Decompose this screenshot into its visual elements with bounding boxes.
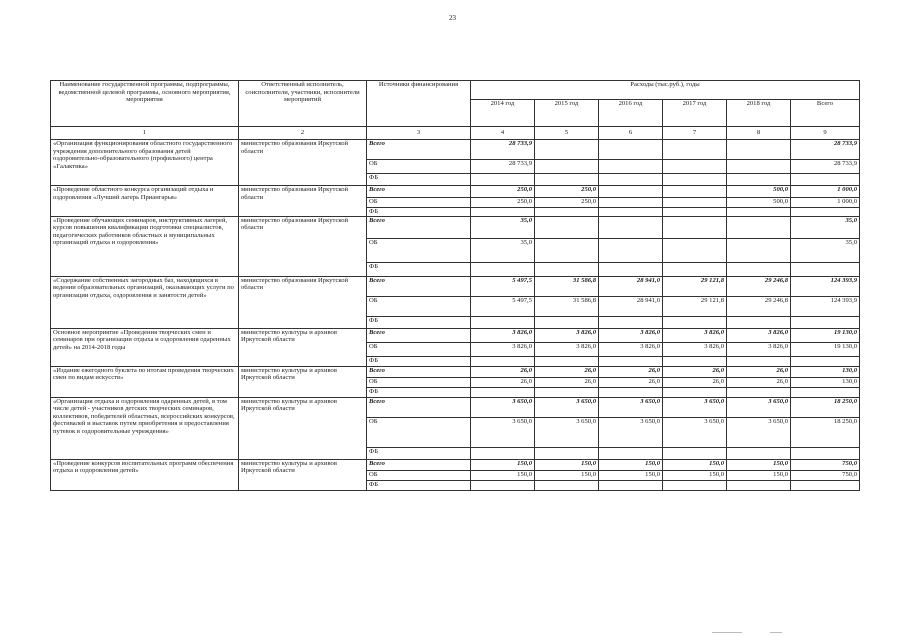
value-total: 31 586,8 (535, 276, 599, 296)
value-ob: 3 650,0 (471, 417, 535, 447)
value-fb (791, 387, 860, 397)
value-fb (471, 387, 535, 397)
value-ob: 28 733,9 (791, 160, 860, 174)
responsible-executor: министерство культуры и архивов Иркутской области (239, 459, 367, 490)
value-total: 3 826,0 (535, 328, 599, 342)
value-ob: 150,0 (471, 470, 535, 480)
value-fb (535, 174, 599, 186)
activity-name: «Организация функционирования областного государственного учреждения дополнительного образования детей оздоровительно-образовательного (профильного) центра «Галактика» (51, 140, 239, 186)
activity-name: Основное мероприятие «Проведения творческих смен и семинаров при организации отдыха и оздоровления одаренных детей» на 2014-2018 годы (51, 328, 239, 366)
value-fb (791, 480, 860, 490)
page-number: 23 (449, 14, 456, 22)
header-year: 2017 год (663, 100, 727, 127)
value-total: 3 650,0 (663, 397, 727, 417)
column-number: 5 (535, 127, 599, 140)
source-total-label: Всего (367, 328, 471, 342)
responsible-executor: министерство культуры и архивов Иркутской области (239, 366, 367, 397)
source-total-label: Всего (367, 216, 471, 238)
value-ob: 26,0 (535, 377, 599, 387)
value-total: 3 650,0 (471, 397, 535, 417)
value-ob: 26,0 (471, 377, 535, 387)
value-total (663, 186, 727, 198)
column-number: 2 (239, 127, 367, 140)
value-fb (535, 208, 599, 217)
responsible-executor: министерство образования Иркутской области (239, 186, 367, 217)
value-total: 26,0 (727, 366, 791, 377)
column-number: 7 (663, 127, 727, 140)
value-total (727, 140, 791, 160)
value-total: 26,0 (599, 366, 663, 377)
source-fb-label: ФБ (367, 447, 471, 459)
header-name: Наименование государственной программы, подпрограммы, ведомственной целевой программы, основного мероприятия, мероприятия (51, 81, 239, 127)
value-ob: 250,0 (471, 198, 535, 208)
value-total (727, 216, 791, 238)
value-fb (791, 316, 860, 328)
activity-name: «Проведение конкурсов воспитательных программ обеспечения отдыха и оздоровления детей» (51, 459, 239, 490)
value-total: 3 826,0 (599, 328, 663, 342)
value-fb (727, 174, 791, 186)
responsible-executor: министерство культуры и архивов Иркутской области (239, 397, 367, 459)
value-total (599, 216, 663, 238)
source-ob-label: ОБ (367, 296, 471, 316)
value-fb (727, 262, 791, 276)
value-total (535, 216, 599, 238)
value-fb (599, 480, 663, 490)
value-fb (727, 447, 791, 459)
value-ob (535, 160, 599, 174)
value-total: 150,0 (599, 459, 663, 470)
source-total-label: Всего (367, 186, 471, 198)
value-total: 26,0 (663, 366, 727, 377)
value-total: 150,0 (663, 459, 727, 470)
value-fb (535, 480, 599, 490)
value-ob: 3 650,0 (535, 417, 599, 447)
value-total: 150,0 (471, 459, 535, 470)
source-fb-label: ФБ (367, 387, 471, 397)
table-row (51, 216, 860, 238)
value-total: 250,0 (471, 186, 535, 198)
value-fb (599, 208, 663, 217)
value-total: 1 000,0 (791, 186, 860, 198)
table-row (51, 140, 860, 160)
value-total: 28 941,0 (599, 276, 663, 296)
value-ob: 5 497,5 (471, 296, 535, 316)
value-total: 29 246,8 (727, 276, 791, 296)
value-fb (535, 447, 599, 459)
value-fb (471, 174, 535, 186)
value-fb (535, 316, 599, 328)
value-ob: 31 586,8 (535, 296, 599, 316)
value-fb (599, 316, 663, 328)
value-total: 26,0 (535, 366, 599, 377)
header-responsible: Ответственный исполнитель, соисполнители, участники, исполнители мероприятий (239, 81, 367, 127)
value-total: 124 393,9 (791, 276, 860, 296)
value-ob: 28 733,9 (471, 160, 535, 174)
value-ob (727, 238, 791, 262)
header-total: Всего (791, 100, 860, 127)
value-fb (727, 480, 791, 490)
value-total: 3 650,0 (535, 397, 599, 417)
value-total: 28 733,9 (791, 140, 860, 160)
value-total: 150,0 (535, 459, 599, 470)
source-ob-label: ОБ (367, 198, 471, 208)
source-ob-label: ОБ (367, 238, 471, 262)
value-fb (727, 316, 791, 328)
responsible-executor: министерство образования Иркутской области (239, 140, 367, 186)
value-fb (599, 447, 663, 459)
header-year: 2016 год (599, 100, 663, 127)
column-number: 6 (599, 127, 663, 140)
source-ob-label: ОБ (367, 470, 471, 480)
value-ob (663, 198, 727, 208)
value-ob: 1 000,0 (791, 198, 860, 208)
header-year: 2015 год (535, 100, 599, 127)
value-total (663, 216, 727, 238)
column-number: 4 (471, 127, 535, 140)
value-ob: 26,0 (663, 377, 727, 387)
expenses-table (50, 80, 860, 491)
source-fb-label: ФБ (367, 316, 471, 328)
value-ob: 124 393,9 (791, 296, 860, 316)
value-fb (727, 387, 791, 397)
source-total-label: Всего (367, 459, 471, 470)
value-ob: 250,0 (535, 198, 599, 208)
activity-name: «Содержание собственных загородных баз, находящихся в ведении образовательных организаций, оказывающих услуги по организации отдыха, оздоровления и занятости детей» (51, 276, 239, 328)
value-fb (471, 480, 535, 490)
table-row (51, 366, 860, 377)
value-ob: 19 130,0 (791, 342, 860, 356)
activity-name: «Организация отдыха и оздоровления одаренных детей, в том числе детей - участников детских творческих семинаров, коллективов, победителей областных, всероссийских конкурсов, фестивалей и выставок путем приобретения и предоставления путевок в оздоровительные учреждения» (51, 397, 239, 459)
activity-name: «Проведение областного конкурса организаций отдыха и оздоровления «Лучший лагерь Приангарья» (51, 186, 239, 217)
value-fb (791, 174, 860, 186)
value-fb (727, 208, 791, 217)
value-total: 26,0 (471, 366, 535, 377)
value-fb (663, 174, 727, 186)
source-fb-label: ФБ (367, 262, 471, 276)
value-fb (471, 262, 535, 276)
source-total-label: Всего (367, 397, 471, 417)
value-fb (535, 356, 599, 366)
value-ob: 3 826,0 (599, 342, 663, 356)
value-total: 5 497,5 (471, 276, 535, 296)
source-ob-label: ОБ (367, 417, 471, 447)
source-ob-label: ОБ (367, 342, 471, 356)
value-total: 250,0 (535, 186, 599, 198)
value-total (663, 140, 727, 160)
table-row (51, 276, 860, 296)
value-fb (471, 208, 535, 217)
value-fb (471, 356, 535, 366)
source-ob-label: ОБ (367, 377, 471, 387)
value-total: 750,0 (791, 459, 860, 470)
value-ob (727, 160, 791, 174)
value-total: 29 121,8 (663, 276, 727, 296)
source-fb-label: ФБ (367, 480, 471, 490)
value-ob: 500,0 (727, 198, 791, 208)
value-fb (791, 447, 860, 459)
value-ob: 3 826,0 (727, 342, 791, 356)
value-ob (599, 198, 663, 208)
source-fb-label: ФБ (367, 174, 471, 186)
table-row (51, 397, 860, 417)
column-number: 1 (51, 127, 239, 140)
value-ob (663, 238, 727, 262)
value-ob: 750,0 (791, 470, 860, 480)
responsible-executor: министерство образования Иркутской области (239, 216, 367, 276)
value-ob: 3 826,0 (535, 342, 599, 356)
value-fb (663, 356, 727, 366)
source-total-label: Всего (367, 276, 471, 296)
value-ob (535, 238, 599, 262)
value-fb (663, 447, 727, 459)
value-fb (535, 387, 599, 397)
source-fb-label: ФБ (367, 208, 471, 217)
value-total: 3 826,0 (663, 328, 727, 342)
activity-name: «Издание ежегодного буклета по итогам проведения творческих смен по видам искусств» (51, 366, 239, 397)
value-ob: 29 121,8 (663, 296, 727, 316)
header-source: Источники финансирования (367, 81, 471, 127)
value-total: 35,0 (791, 216, 860, 238)
value-ob: 35,0 (471, 238, 535, 262)
value-fb (599, 356, 663, 366)
source-total-label: Всего (367, 140, 471, 160)
value-total: 18 250,0 (791, 397, 860, 417)
value-fb (791, 262, 860, 276)
value-fb (471, 316, 535, 328)
value-total: 3 826,0 (727, 328, 791, 342)
value-ob: 3 650,0 (663, 417, 727, 447)
value-fb (727, 356, 791, 366)
header-year: 2014 год (471, 100, 535, 127)
value-fb (599, 262, 663, 276)
value-ob: 29 246,8 (727, 296, 791, 316)
value-fb (663, 262, 727, 276)
value-ob: 18 250,0 (791, 417, 860, 447)
column-number: 3 (367, 127, 471, 140)
value-ob: 150,0 (727, 470, 791, 480)
value-ob: 130,0 (791, 377, 860, 387)
value-ob (599, 160, 663, 174)
value-total (535, 140, 599, 160)
table-row (51, 328, 860, 342)
value-fb (663, 316, 727, 328)
source-total-label: Всего (367, 366, 471, 377)
value-total: 3 650,0 (727, 397, 791, 417)
value-ob: 150,0 (663, 470, 727, 480)
value-fb (663, 208, 727, 217)
value-fb (791, 356, 860, 366)
value-total: 28 733,9 (471, 140, 535, 160)
value-fb (599, 174, 663, 186)
value-ob: 3 650,0 (599, 417, 663, 447)
value-ob: 3 826,0 (471, 342, 535, 356)
header-year: 2018 год (727, 100, 791, 127)
value-ob: 3 826,0 (663, 342, 727, 356)
value-total: 3 650,0 (599, 397, 663, 417)
responsible-executor: министерство культуры и архивов Иркутской области (239, 328, 367, 366)
value-total: 3 826,0 (471, 328, 535, 342)
value-ob: 150,0 (535, 470, 599, 480)
value-fb (663, 480, 727, 490)
scan-mark (770, 632, 782, 633)
table-row (51, 459, 860, 470)
header-expenses: Расходы (тыс.руб.), годы (471, 81, 860, 100)
activity-name: «Проведение обучающих семинаров, инструктивных лагерей, курсов повышения квалификации подготовки специалистов, педагогических работников областных и муниципальных организаций отдыха и оздоровления» (51, 216, 239, 276)
value-total: 19 130,0 (791, 328, 860, 342)
value-ob: 28 941,0 (599, 296, 663, 316)
source-fb-label: ФБ (367, 356, 471, 366)
value-fb (599, 387, 663, 397)
value-total (599, 140, 663, 160)
value-ob: 26,0 (727, 377, 791, 387)
value-fb (663, 387, 727, 397)
table-body (51, 140, 860, 491)
scan-mark (712, 632, 742, 633)
value-ob: 3 650,0 (727, 417, 791, 447)
value-ob (663, 160, 727, 174)
value-total: 130,0 (791, 366, 860, 377)
table-row (51, 186, 860, 198)
value-fb (535, 262, 599, 276)
value-ob: 150,0 (599, 470, 663, 480)
value-total: 500,0 (727, 186, 791, 198)
value-ob: 26,0 (599, 377, 663, 387)
value-fb (791, 208, 860, 217)
column-number: 8 (727, 127, 791, 140)
responsible-executor: министерство образования Иркутской области (239, 276, 367, 328)
value-total: 150,0 (727, 459, 791, 470)
value-total: 35,0 (471, 216, 535, 238)
column-number: 9 (791, 127, 860, 140)
value-ob (599, 238, 663, 262)
value-fb (471, 447, 535, 459)
value-ob: 35,0 (791, 238, 860, 262)
value-total (599, 186, 663, 198)
source-ob-label: ОБ (367, 160, 471, 174)
